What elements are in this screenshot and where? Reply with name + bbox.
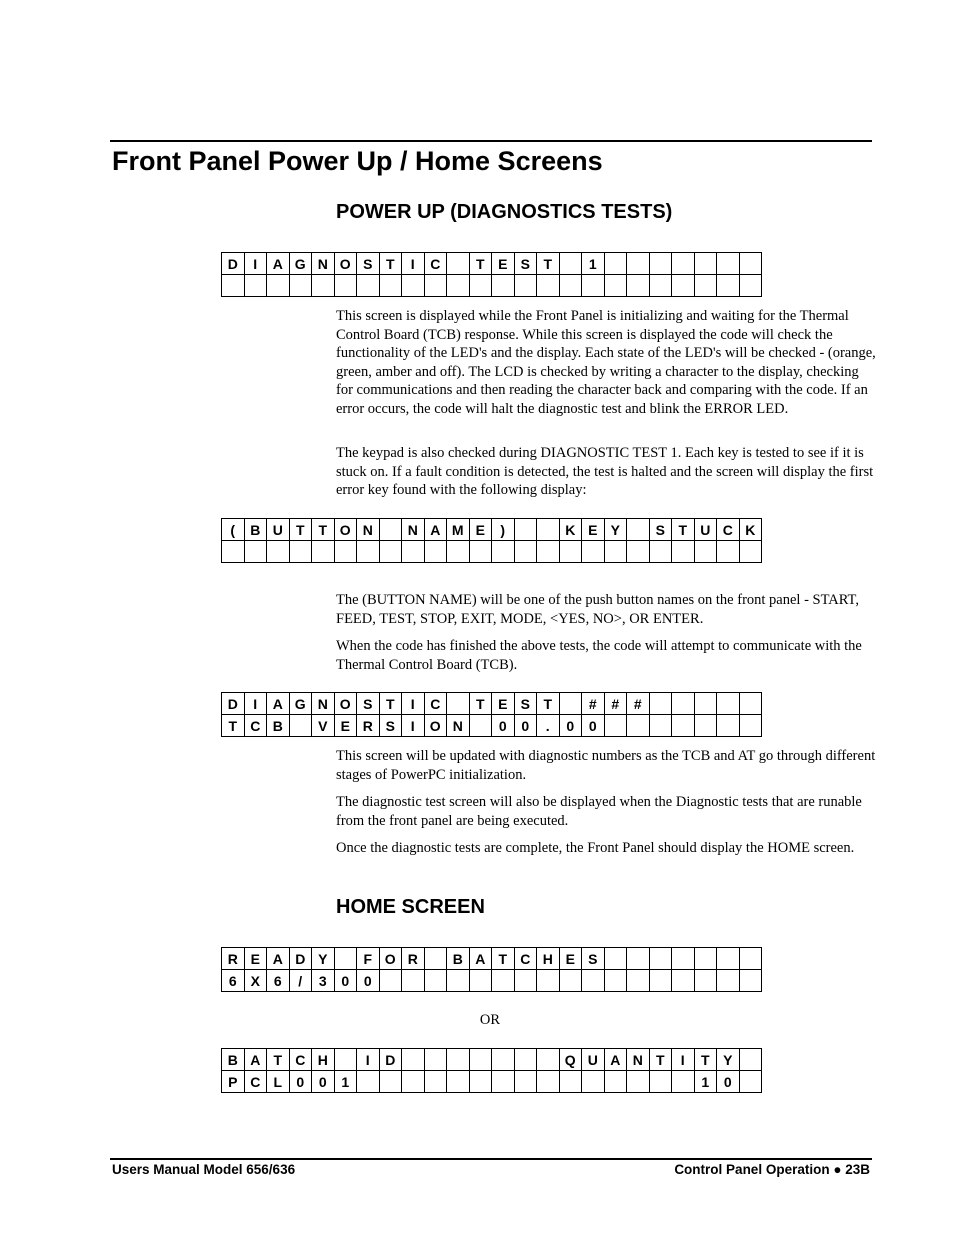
lcd-cell: 0 (514, 715, 537, 737)
lcd-cell (357, 275, 380, 297)
lcd-row (222, 541, 762, 563)
lcd-cell (649, 715, 672, 737)
lcd-display-key-stuck (221, 518, 762, 563)
lcd-cell (492, 1049, 515, 1071)
lcd-cell: 0 (334, 970, 357, 992)
lcd-cell (739, 541, 762, 563)
lcd-cell: T (379, 253, 402, 275)
lcd-cell (334, 275, 357, 297)
lcd-cell (424, 1071, 447, 1093)
lcd-cell (582, 1071, 605, 1093)
lcd-cell (289, 541, 312, 563)
lcd-cell (694, 970, 717, 992)
lcd-cell: D (222, 253, 245, 275)
lcd-cell: Q (559, 1049, 582, 1071)
lcd-cell (514, 541, 537, 563)
lcd-cell (649, 275, 672, 297)
lcd-cell: 0 (357, 970, 380, 992)
lcd-cell: ( (222, 519, 245, 541)
lcd-cell (424, 541, 447, 563)
lcd-cell: O (334, 519, 357, 541)
lcd-cell (672, 1071, 695, 1093)
lcd-cell: T (694, 1049, 717, 1071)
lcd-cell (739, 715, 762, 737)
lcd-cell: P (222, 1071, 245, 1093)
lcd-cell (627, 541, 650, 563)
lcd-cell: E (582, 519, 605, 541)
lcd-cell (582, 970, 605, 992)
lcd-cell: 0 (492, 715, 515, 737)
lcd-cell: T (312, 519, 335, 541)
lcd-cell (559, 253, 582, 275)
lcd-cell: S (379, 715, 402, 737)
paragraph-button-names: The (BUTTON NAME) will be one of the push button names on the front panel - START, FEED, TEST, STOP, EXIT, MODE, <YES, NO>, OR ENTER. (336, 592, 859, 627)
lcd-cell (537, 1049, 560, 1071)
lcd-cell (627, 1071, 650, 1093)
lcd-cell (604, 715, 627, 737)
lcd-cell (627, 715, 650, 737)
lcd-cell (357, 1071, 380, 1093)
lcd-cell (717, 948, 740, 970)
lcd-cell: A (604, 1049, 627, 1071)
lcd-cell: E (492, 693, 515, 715)
lcd-cell: D (222, 693, 245, 715)
lcd-cell: O (379, 948, 402, 970)
lcd-cell: ) (492, 519, 515, 541)
lcd-cell: # (582, 693, 605, 715)
lcd-cell: G (289, 253, 312, 275)
lcd-cell (604, 275, 627, 297)
lcd-cell: S (514, 253, 537, 275)
lcd-cell: A (424, 519, 447, 541)
lcd-cell: T (537, 693, 560, 715)
lcd-cell (604, 1071, 627, 1093)
lcd-cell (739, 1049, 762, 1071)
lcd-display-batch (221, 1048, 762, 1093)
lcd-cell: E (334, 715, 357, 737)
lcd-cell (627, 948, 650, 970)
lcd-cell (312, 541, 335, 563)
paragraph-diagnostic-numbers: This screen will be updated with diagnostic numbers as the TCB and AT go through different stages of PowerPC initialization. (336, 748, 876, 783)
lcd-cell (537, 541, 560, 563)
lcd-row (222, 948, 762, 970)
lcd-row (222, 715, 762, 737)
lcd-cell: K (559, 519, 582, 541)
section-heading-home-screen: HOME SCREEN (336, 896, 485, 918)
lcd-cell (672, 541, 695, 563)
lcd-cell (334, 948, 357, 970)
lcd-cell: B (244, 519, 267, 541)
lcd-cell (559, 970, 582, 992)
lcd-cell (334, 1049, 357, 1071)
lcd-cell (402, 1049, 425, 1071)
lcd-cell: B (267, 715, 290, 737)
lcd-cell (469, 275, 492, 297)
lcd-row (222, 275, 762, 297)
lcd-cell (514, 519, 537, 541)
lcd-cell (649, 970, 672, 992)
lcd-cell (469, 1071, 492, 1093)
lcd-cell: T (469, 253, 492, 275)
lcd-cell: A (267, 948, 290, 970)
lcd-cell: S (649, 519, 672, 541)
lcd-cell: T (289, 519, 312, 541)
lcd-cell (537, 275, 560, 297)
bottom-rule (110, 1158, 872, 1160)
lcd-cell (492, 970, 515, 992)
lcd-cell: M (447, 519, 470, 541)
lcd-cell: I (402, 715, 425, 737)
lcd-cell (717, 715, 740, 737)
lcd-cell (649, 541, 672, 563)
lcd-cell: T (267, 1049, 290, 1071)
lcd-cell: S (514, 693, 537, 715)
lcd-cell: R (402, 948, 425, 970)
lcd-cell (604, 970, 627, 992)
lcd-cell (424, 275, 447, 297)
lcd-cell (717, 275, 740, 297)
lcd-cell (559, 693, 582, 715)
lcd-cell: T (672, 519, 695, 541)
lcd-cell (537, 1071, 560, 1093)
lcd-cell: 1 (334, 1071, 357, 1093)
lcd-cell: 0 (717, 1071, 740, 1093)
lcd-cell: A (244, 1049, 267, 1071)
lcd-cell: S (582, 948, 605, 970)
lcd-cell (717, 253, 740, 275)
lcd-cell (447, 1071, 470, 1093)
lcd-row (222, 253, 762, 275)
lcd-cell (672, 715, 695, 737)
lcd-cell (267, 541, 290, 563)
lcd-cell (627, 970, 650, 992)
lcd-row (222, 693, 762, 715)
lcd-cell: T (537, 253, 560, 275)
lcd-cell: C (424, 693, 447, 715)
lcd-cell (559, 275, 582, 297)
lcd-cell: T (492, 948, 515, 970)
lcd-cell (447, 970, 470, 992)
lcd-cell (672, 970, 695, 992)
lcd-cell (514, 1071, 537, 1093)
lcd-cell (447, 693, 470, 715)
lcd-cell (739, 970, 762, 992)
lcd-cell: 0 (582, 715, 605, 737)
lcd-cell (514, 970, 537, 992)
lcd-cell (357, 541, 380, 563)
lcd-cell (694, 541, 717, 563)
lcd-cell: O (334, 253, 357, 275)
lcd-cell (492, 541, 515, 563)
lcd-cell: C (289, 1049, 312, 1071)
lcd-cell (469, 970, 492, 992)
lcd-display-ready (221, 947, 762, 992)
lcd-cell: V (312, 715, 335, 737)
paragraph-diagnostic-description: This screen is displayed while the Front Panel is initializing and waiting for the Thermal Control Board (TCB) response. While this screen is displayed the code will check the functionality of the LED's and the display. Each state of the LED's will be checked - (orange, green, amber and off). The LCD is checked by writing a character to the display, checking for communications and then reading the character back and comparing with the code. If an error occurs, the code will halt the diagnostic test and blink the ERROR LED. (336, 308, 876, 417)
lcd-cell (537, 519, 560, 541)
lcd-cell: E (559, 948, 582, 970)
lcd-cell (424, 970, 447, 992)
lcd-cell: A (469, 948, 492, 970)
lcd-cell: N (312, 693, 335, 715)
lcd-cell (447, 275, 470, 297)
lcd-cell: I (402, 693, 425, 715)
lcd-cell (717, 541, 740, 563)
lcd-row (222, 970, 762, 992)
lcd-cell (559, 541, 582, 563)
lcd-cell: I (244, 693, 267, 715)
lcd-cell: U (582, 1049, 605, 1071)
lcd-cell: O (424, 715, 447, 737)
lcd-cell (537, 970, 560, 992)
lcd-cell: R (357, 715, 380, 737)
lcd-cell (739, 948, 762, 970)
top-rule (110, 140, 872, 142)
lcd-cell (447, 253, 470, 275)
lcd-cell: N (627, 1049, 650, 1071)
lcd-cell: # (604, 693, 627, 715)
lcd-cell (469, 1049, 492, 1071)
lcd-cell (447, 541, 470, 563)
lcd-cell: Y (604, 519, 627, 541)
lcd-cell: 0 (559, 715, 582, 737)
lcd-cell (604, 948, 627, 970)
lcd-cell (447, 1049, 470, 1071)
lcd-cell (402, 1071, 425, 1093)
lcd-cell: H (312, 1049, 335, 1071)
lcd-cell: G (289, 693, 312, 715)
lcd-cell: H (537, 948, 560, 970)
lcd-cell: A (267, 693, 290, 715)
lcd-cell (627, 519, 650, 541)
footer-page-label: Control Panel Operation ● 23B (674, 1162, 870, 1177)
lcd-cell: # (627, 693, 650, 715)
lcd-cell: S (357, 253, 380, 275)
lcd-cell (267, 275, 290, 297)
lcd-cell: B (447, 948, 470, 970)
lcd-cell: E (244, 948, 267, 970)
lcd-cell: F (357, 948, 380, 970)
section-heading-power-up: POWER UP (DIAGNOSTICS TESTS) (336, 201, 673, 223)
page-title: Front Panel Power Up / Home Screens (112, 146, 603, 176)
lcd-cell: 0 (312, 1071, 335, 1093)
paragraph-keypad-check: The keypad is also checked during DIAGNOSTIC TEST 1. Each key is tested to see if it is stuck on. If a fault condition is detected, the test is halted and the screen will display the first error key found with the following display: (336, 445, 874, 498)
lcd-cell: / (289, 970, 312, 992)
lcd-cell: T (649, 1049, 672, 1071)
lcd-cell: E (492, 253, 515, 275)
lcd-cell: N (402, 519, 425, 541)
lcd-cell: N (312, 253, 335, 275)
lcd-cell (582, 541, 605, 563)
lcd-cell: I (244, 253, 267, 275)
lcd-cell (694, 693, 717, 715)
lcd-cell (694, 253, 717, 275)
lcd-cell (739, 253, 762, 275)
lcd-cell (604, 253, 627, 275)
lcd-cell (514, 275, 537, 297)
lcd-cell: N (447, 715, 470, 737)
lcd-cell (604, 541, 627, 563)
lcd-cell: U (267, 519, 290, 541)
lcd-row (222, 1071, 762, 1093)
lcd-cell: . (537, 715, 560, 737)
lcd-cell (492, 1071, 515, 1093)
lcd-cell: 1 (694, 1071, 717, 1093)
lcd-cell (379, 1071, 402, 1093)
lcd-cell (649, 1071, 672, 1093)
lcd-cell (672, 948, 695, 970)
lcd-cell (739, 693, 762, 715)
paragraph-runable-tests: The diagnostic test screen will also be displayed when the Diagnostic tests that are runable from the front panel are being executed. (336, 794, 862, 829)
lcd-cell (739, 1071, 762, 1093)
lcd-cell (717, 970, 740, 992)
lcd-cell: C (424, 253, 447, 275)
lcd-cell: 1 (582, 253, 605, 275)
lcd-cell: A (267, 253, 290, 275)
lcd-cell: E (469, 519, 492, 541)
lcd-cell (312, 275, 335, 297)
lcd-cell (424, 1049, 447, 1071)
lcd-cell: S (357, 693, 380, 715)
lcd-cell: I (672, 1049, 695, 1071)
lcd-cell: R (222, 948, 245, 970)
lcd-cell (222, 541, 245, 563)
lcd-cell: B (222, 1049, 245, 1071)
lcd-cell (672, 693, 695, 715)
lcd-cell: T (379, 693, 402, 715)
lcd-cell (334, 541, 357, 563)
lcd-cell (694, 275, 717, 297)
lcd-cell (379, 519, 402, 541)
lcd-cell (244, 275, 267, 297)
lcd-cell: L (267, 1071, 290, 1093)
lcd-cell (649, 948, 672, 970)
paragraph-tcb-communicate: When the code has finished the above tests, the code will attempt to communicate with the Thermal Control Board (TCB). (336, 638, 862, 673)
lcd-cell: 6 (267, 970, 290, 992)
lcd-cell (694, 948, 717, 970)
lcd-cell (424, 948, 447, 970)
lcd-cell: C (717, 519, 740, 541)
lcd-cell: T (222, 715, 245, 737)
lcd-cell (222, 275, 245, 297)
lcd-cell (717, 693, 740, 715)
lcd-cell (672, 253, 695, 275)
lcd-cell: K (739, 519, 762, 541)
lcd-cell (627, 253, 650, 275)
lcd-cell: 3 (312, 970, 335, 992)
lcd-row (222, 1049, 762, 1071)
lcd-cell (627, 275, 650, 297)
lcd-cell: C (244, 1071, 267, 1093)
lcd-cell (672, 275, 695, 297)
lcd-cell: D (379, 1049, 402, 1071)
lcd-cell: 6 (222, 970, 245, 992)
lcd-cell (559, 1071, 582, 1093)
lcd-display-diagnostic-test (221, 252, 762, 297)
lcd-cell (244, 541, 267, 563)
lcd-cell (469, 541, 492, 563)
lcd-cell (379, 970, 402, 992)
lcd-cell (289, 715, 312, 737)
lcd-cell (469, 715, 492, 737)
lcd-cell: Y (717, 1049, 740, 1071)
lcd-cell: N (357, 519, 380, 541)
paragraph-home-screen: Once the diagnostic tests are complete, the Front Panel should display the HOME screen. (336, 840, 855, 856)
lcd-cell: D (289, 948, 312, 970)
lcd-row (222, 519, 762, 541)
lcd-cell (649, 693, 672, 715)
lcd-cell: Y (312, 948, 335, 970)
lcd-cell: I (402, 253, 425, 275)
lcd-cell: U (694, 519, 717, 541)
lcd-cell: T (469, 693, 492, 715)
lcd-cell (379, 275, 402, 297)
lcd-cell: O (334, 693, 357, 715)
or-separator: OR (479, 1012, 501, 1028)
lcd-cell (694, 715, 717, 737)
lcd-cell (289, 275, 312, 297)
lcd-cell (379, 541, 402, 563)
lcd-cell (739, 275, 762, 297)
lcd-cell (514, 1049, 537, 1071)
lcd-cell (402, 275, 425, 297)
lcd-cell: C (244, 715, 267, 737)
lcd-cell (582, 275, 605, 297)
lcd-display-tcb-version (221, 692, 762, 737)
lcd-cell (492, 275, 515, 297)
lcd-cell (402, 970, 425, 992)
lcd-cell: C (514, 948, 537, 970)
lcd-cell: X (244, 970, 267, 992)
lcd-cell (649, 253, 672, 275)
lcd-cell: 0 (289, 1071, 312, 1093)
footer-manual-title: Users Manual Model 656/636 (112, 1162, 296, 1177)
lcd-cell: I (357, 1049, 380, 1071)
lcd-cell (402, 541, 425, 563)
